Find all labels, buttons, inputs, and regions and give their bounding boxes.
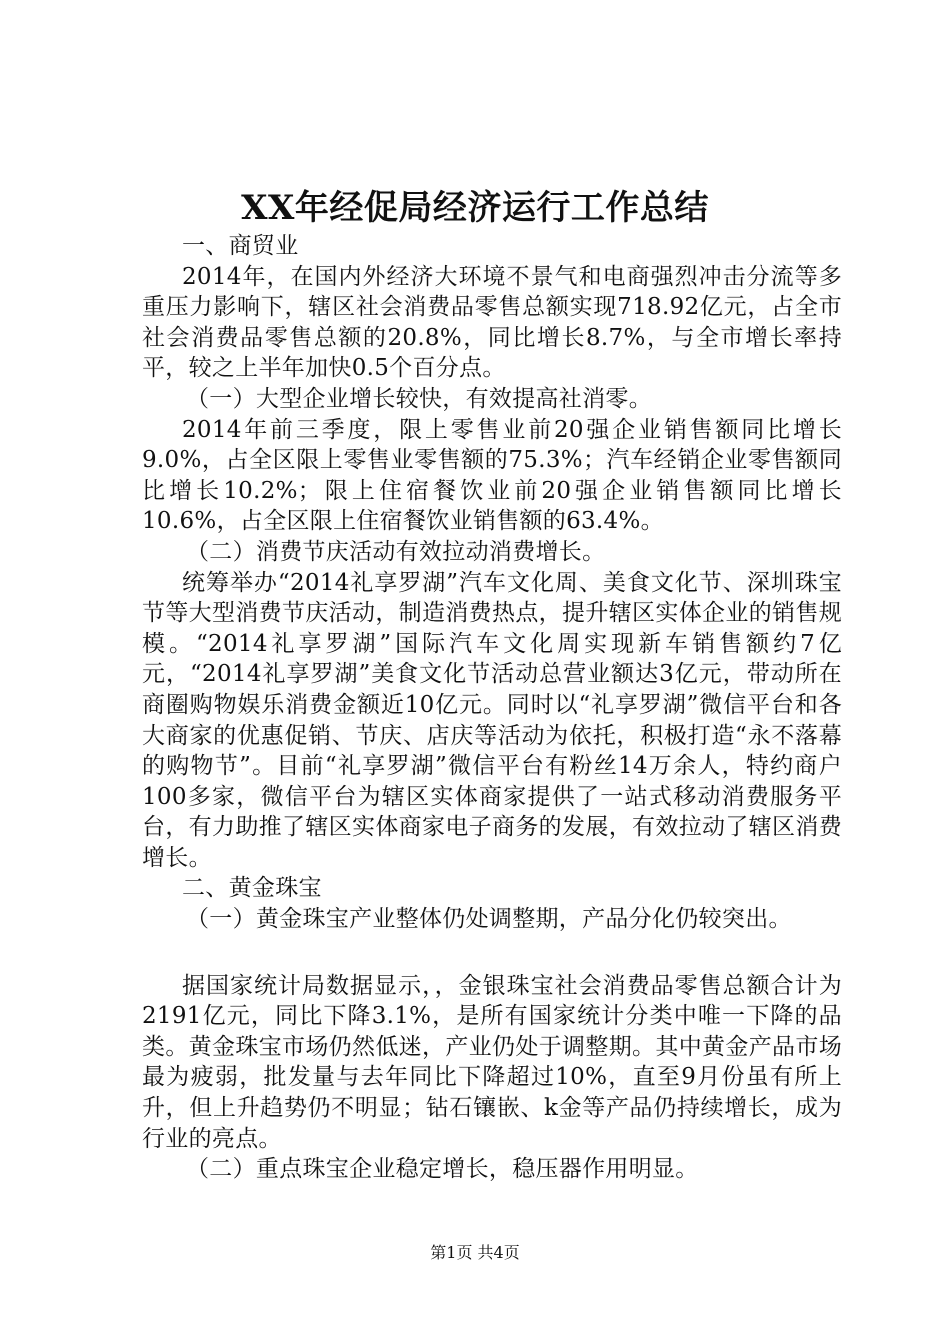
section-heading: 一、商贸业 xyxy=(182,233,299,259)
blank-line xyxy=(142,935,842,971)
document-body xyxy=(142,231,842,1185)
page-number: 第1页 共4页 xyxy=(430,1243,520,1262)
subsection-heading: （二）消费节庆活动有效拉动消费增长。 xyxy=(186,538,606,565)
section-heading: 二、黄金珠宝 xyxy=(182,875,322,902)
subsection-heading: （一）大型企业增长较快，有效提高社消零。 xyxy=(186,385,652,412)
subsection-heading: （一）黄金珠宝产业整体仍处调整期，产品分化仍较突出。 xyxy=(186,906,792,933)
paragraph: 统筹举办“2014礼享罗湖”汽车文化周、美食文化节、深圳珠宝节等大型消费节庆活动，制造消费热点，提升辖区实体企业的销售规模。“2014礼享罗湖”国际汽车文化周实现新车销售额约7亿元，“2014礼享罗湖”美食文化节活动总营业额达3亿元，带动所在商圈购物娱乐消费金额近10亿元。同时以“礼享罗湖”微信平台和各大商家的优惠促销、节庆、店庆等活动为依托，积极打造“永不落幕的购物节”。目前“礼享罗湖”微信平台有粉丝14万余人，特约商户100多家，微信平台为辖区实体商家提供了一站式移动消费服务平台，有力助推了辖区实体商家电子商务的发展，有效拉动了辖区消费增长。 xyxy=(142,569,842,871)
subsection-heading: （二）重点珠宝企业稳定增长，稳压器作用明显。 xyxy=(186,1156,699,1183)
paragraph: 2014年前三季度，限上零售业前20强企业销售额同比增长9.0%，占全区限上零售业零售额的75.3%；汽车经销企业零售额同比增长10.2%；限上住宿餐饮业前20强企业销售额同比增长10.6%，占全区限上住宿餐饮业销售额的63.4%。 xyxy=(142,416,842,535)
paragraph: 据国家统计局数据显示，，金银珠宝社会消费品零售总额合计为2191亿元，同比下降3.1%，是所有国家统计分类中唯一下降的品类。黄金珠宝市场仍然低迷，产业仍处于调整期。其中黄金产品市场最为疲弱，批发量与去年同比下降超过10%，直至9月份虽有所上升，但上升趋势仍不明显；钻石镶嵌、k金等产品仍持续增长，成为行业的亮点。 xyxy=(142,972,842,1152)
paragraph: 2014年，在国内外经济大环境不景气和电商强烈冲击分流等多重压力影响下，辖区社会消费品零售总额实现718.92亿元，占全市社会消费品零售总额的20.8%，同比增长8.7%，与全市增长率持平，较之上半年加快0.5个百分点。 xyxy=(142,263,842,382)
document-title: XX年经促局经济运行工作总结 xyxy=(241,188,709,228)
